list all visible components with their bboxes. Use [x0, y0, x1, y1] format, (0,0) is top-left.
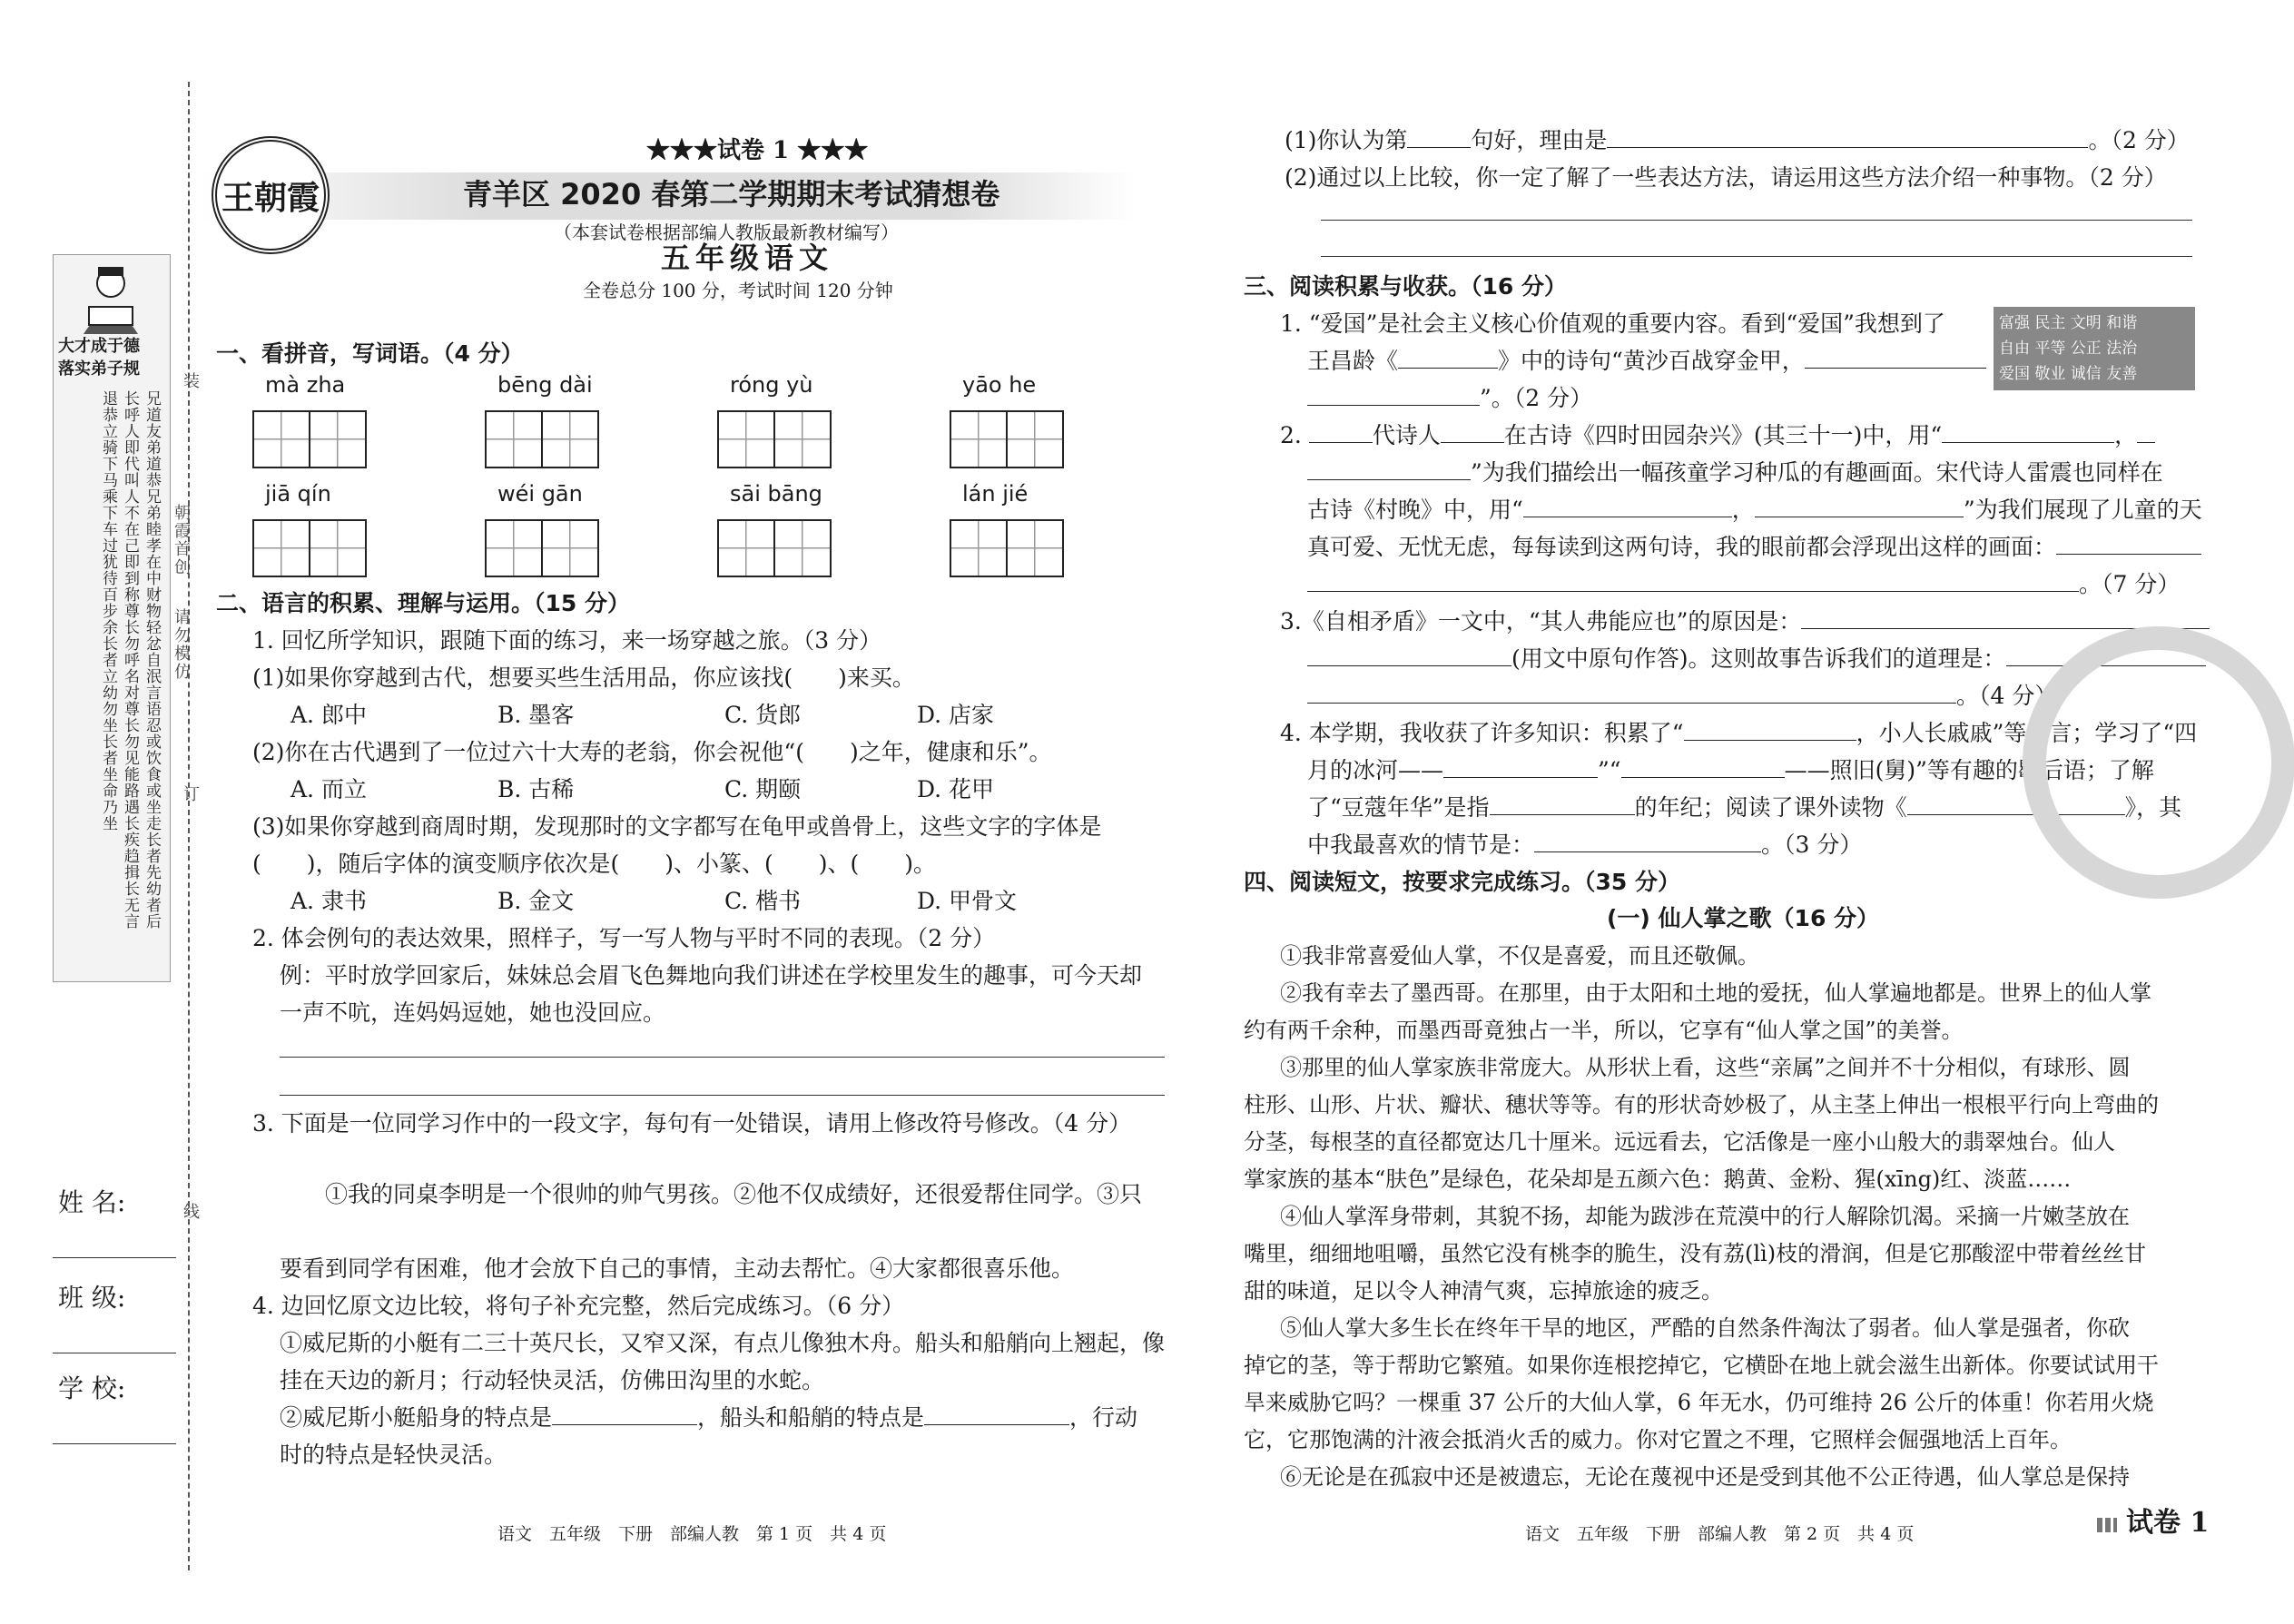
side-motto-column: 忿自泯 [143, 635, 161, 684]
side-motto-column: 己即到 [121, 537, 139, 586]
q2-1: 1. 回忆所学知识，跟随下面的练习，来一场穿越之旅。（3 分） [252, 627, 882, 654]
character-cell[interactable] [541, 519, 599, 577]
q2-4-fill [280, 1400, 1137, 1436]
s3-q4-text: 的年纪；阅读了课外读物《 [1634, 794, 1907, 821]
passage-line: 它，它那饱满的汁液会抵消火舌的威力。你对它置之不理，它照样会倔强地活上百年。 [1244, 1427, 2072, 1452]
q2-1-b-opt[interactable]: A. 而立 [290, 776, 367, 802]
character-cell[interactable] [485, 519, 543, 577]
q2-3-passage-1: ①我的同桌李明是一个很帅的帅气男孩。②他不仅成绩好，还很爱帮住同学。③只 [325, 1181, 1143, 1207]
passage-line: ①我非常喜爱仙人掌，不仅是喜爱，而且还敬佩。 [1280, 943, 1759, 969]
q2-1-b-opt[interactable]: D. 花甲 [917, 776, 995, 802]
s3-q4-text: 。（3 分） [1761, 832, 1863, 858]
blank[interactable] [1607, 123, 2088, 148]
character-grid[interactable] [950, 519, 1062, 577]
passage-line: 分茎，每根茎的直径都宽达几十厘米。远远看去，它活像是一座小山般大的翡翠烛台。仙人 [1244, 1129, 2115, 1155]
s3-q1-line1: 1. “爱国”是社会主义核心价值观的重要内容。看到“爱国”我想到了 [1280, 310, 1945, 337]
pinyin-label: lán jié [962, 481, 1029, 507]
passage-line: 甜的味道，足以令人神清气爽，忘掉旅途的疲乏。 [1244, 1278, 1723, 1304]
s3-q1-line3 [1307, 380, 1592, 417]
character-grid[interactable] [950, 410, 1062, 468]
q2-2: 2. 体会例句的表达效果，照样子，写一写人物与平时不同的表现。（2 分） [252, 925, 996, 951]
side-motto-column: 幼者后 [143, 881, 161, 930]
q2-4-fill-text: ，行动 [1069, 1404, 1138, 1431]
school-field[interactable] [53, 1443, 176, 1444]
passage-line: 嘴里，细细地咀嚼，虽然它没有桃李的脆生，没有荔(lì)枝的滑润，但是它那酸涩中带着丝丝甘 [1244, 1241, 2147, 1266]
side-motto-column: 勿呼名 [121, 635, 139, 684]
character-cell[interactable] [717, 519, 775, 577]
pinyin-label: yāo he [962, 372, 1037, 398]
s3-q3-line3 [1307, 678, 2057, 714]
q2-4-passage-4: 时的特点是轻快灵活。 [280, 1442, 507, 1468]
scholar-illustration [71, 263, 151, 336]
s3-q2-line5 [1307, 566, 2180, 603]
side-motto-column: 长呼人 [121, 390, 139, 439]
blank[interactable] [2137, 418, 2155, 443]
blank[interactable] [1684, 716, 1856, 741]
side-motto-column: 兄弟睦 [143, 488, 161, 537]
blank[interactable] [1523, 493, 1732, 517]
s3-q2-text: ， [1731, 497, 1755, 523]
section-2-heading: 二、语言的积累、理解与运用。（15 分） [216, 590, 630, 616]
character-grid[interactable] [485, 410, 597, 468]
character-cell[interactable] [309, 410, 367, 468]
binding-text-2: 请勿模仿 [172, 608, 191, 681]
s3-q2-line1 [1280, 418, 2155, 454]
blank[interactable] [1307, 567, 2079, 592]
q2-1-a: (1)如果你穿越到古代，想要买些生活用品，你应该找( )来买。 [252, 664, 915, 691]
character-grid[interactable] [252, 410, 365, 468]
blank[interactable] [2056, 530, 2201, 555]
character-cell[interactable] [950, 410, 1008, 468]
school-label: 学 校: [58, 1373, 126, 1403]
character-cell[interactable] [773, 519, 832, 577]
side-motto-column: 百步余 [99, 586, 117, 635]
section-3-heading: 三、阅读积累与收获。（16 分） [1244, 273, 1567, 300]
side-motto-column: 称尊长 [121, 586, 139, 635]
publisher-logo: 王朝霞 [212, 136, 330, 254]
side-motto-column: 兄道友 [143, 390, 161, 439]
s3-q2-text: ”为我们展现了儿童的天 [1963, 497, 2202, 523]
answer-line[interactable] [280, 1095, 1165, 1096]
passage-line: ⑥无论是在孤寂中还是被遗忘，无论在蔑视中还是受到其他不公正待遇，仙人掌总是保持 [1280, 1464, 2130, 1490]
passage-line: 掌家族的基本“肤色”是绿色，花朵却是五颜六色：鹅黄、金粉、猩(xīng)红、淡蓝…… [1244, 1166, 2072, 1192]
binding-seal-char: 订 [181, 785, 200, 803]
s3-q4-text: ”“ [1598, 757, 1621, 783]
binding-seal-char: 装 [181, 372, 200, 390]
character-cell[interactable] [950, 519, 1008, 577]
footer-left: 语文 五年级 下册 部编人教 第 1 页 共 4 页 [497, 1524, 887, 1544]
q2-1-b-opt[interactable]: C. 期颐 [724, 776, 802, 802]
core-values-line: 富强 民主 文明 和谐 [1999, 314, 2138, 332]
exam-info: 全卷总分 100 分，考试时间 120 分钟 [583, 280, 893, 301]
s3-q4-text: 中我最喜欢的情节是： [1307, 832, 1535, 858]
q2-1-b-opt[interactable]: B. 古稀 [497, 776, 575, 802]
blank[interactable] [1621, 753, 1785, 778]
q2-1-c-line2: ( )，随后字体的演变顺序依次是( )、小篆、( )、( )。 [252, 851, 937, 877]
answer-line[interactable] [1321, 220, 2192, 221]
blank[interactable] [552, 1401, 697, 1425]
s3-q2-text: 真可爱、无忧无虑，每每读到这两句诗，我的眼前都会浮现出这样的画面： [1307, 534, 2057, 560]
s3-q4-line4 [1307, 827, 1862, 863]
character-cell[interactable] [485, 410, 543, 468]
blank[interactable] [1441, 418, 1504, 443]
s3-q3-text: 。（4 分） [1956, 683, 2058, 709]
passage-line: ⑤仙人掌大多生长在终年干旱的地区，严酷的自然条件淘汰了弱者。仙人掌是强者，你砍 [1280, 1315, 2130, 1341]
s3-q2-text: 代诗人 [1372, 422, 1441, 448]
q2-1-c-opt[interactable]: B. 金文 [497, 888, 575, 914]
side-motto-column: 勿见能 [121, 733, 139, 782]
side-motto-column: 长者先 [143, 832, 161, 881]
passage-line: 旱来威胁它吗？一棵重 37 公斤的大仙人掌，6 年无水，仍可维持 26 公斤的体重！你若用火烧 [1244, 1390, 2154, 1415]
q2-4-passage-1: ①威尼斯的小艇有二三十英尺长，又窄又深，有点儿像独木舟。船头和船艄向上翘起，像 [280, 1330, 1166, 1356]
side-motto-column: 过犹待 [99, 537, 117, 586]
footer-exam-tag: 试卷 1 [2126, 1507, 2210, 1539]
side-motto-columns [60, 390, 162, 971]
blank[interactable] [1407, 123, 1471, 148]
q2-4-fill-text: ，船头和船艄的特点是 [697, 1404, 925, 1431]
s3-q3-text: 3.《自相矛盾》一文中，“其人弗能应也”的原因是： [1280, 608, 1802, 635]
blank[interactable] [1755, 493, 1964, 517]
section-1-heading: 一、看拼音，写词语。（4 分） [216, 340, 524, 367]
r-q1-text: 。（2 分） [2088, 127, 2190, 153]
side-motto-column: 言语忍 [143, 684, 161, 733]
s3-q2-text: 。（7 分） [2079, 571, 2181, 597]
s3-q4-text: ，小人长戚戚”等名言；学习了“四 [1856, 720, 2198, 746]
side-motto-column: 或坐走 [143, 782, 161, 832]
blank[interactable] [1309, 418, 1373, 443]
s3-q4-text: 了“豆蔻年华”是指 [1307, 794, 1490, 821]
q2-2-example-1: 例：平时放学回家后，妹妹总会眉飞色舞地向我们讲述在学校里发生的趣事，可今天却 [280, 962, 1143, 989]
character-grid[interactable] [485, 519, 597, 577]
blank[interactable] [1443, 753, 1598, 778]
side-motto-column: 退恭立 [99, 390, 117, 439]
reading-title: (一) 仙人掌之歌（16 分） [1607, 905, 1880, 931]
q2-4-fill-text: ②威尼斯小艇船身的特点是 [280, 1404, 553, 1431]
q2-1-a-opt[interactable]: C. 货郎 [724, 702, 802, 728]
character-cell[interactable] [252, 410, 310, 468]
q2-1-c-opt[interactable]: D. 甲骨文 [917, 888, 1018, 914]
blank[interactable] [1307, 642, 1511, 666]
passage-line: ③那里的仙人掌家族非常庞大。从形状上看，这些“亲属”之间并不十分相似，有球形、圆 [1280, 1055, 2131, 1080]
s3-q2-line2 [1307, 455, 2163, 491]
pinyin-label: sāi bāng [730, 481, 822, 507]
character-cell[interactable] [1006, 519, 1064, 577]
name-label: 姓 名: [58, 1187, 126, 1217]
pinyin-label: róng yù [730, 372, 813, 398]
side-motto-column: 或饮食 [143, 733, 161, 782]
blank[interactable] [1805, 344, 1986, 369]
s3-q4-text: 4. 本学期，我收获了许多知识：积累了“ [1280, 720, 1684, 746]
r-q2: (2)通过以上比较，你一定了解了一些表达方法，请运用这些方法介绍一种事物。（2 分） [1285, 164, 2167, 191]
character-cell[interactable] [773, 410, 832, 468]
r-q1 [1285, 123, 2190, 159]
side-motto-column: 弟道恭 [143, 439, 161, 488]
q2-1-a-opt[interactable]: D. 店家 [917, 702, 995, 728]
binding-seal-char: 线 [181, 1203, 200, 1221]
s3-q2-text: 古诗《村晚》中，用“ [1307, 497, 1523, 523]
side-motto-column: 即代叫 [121, 439, 139, 488]
character-cell[interactable] [717, 410, 775, 468]
binding-dashed-line [188, 82, 190, 1570]
core-values-line: 爱国 敬业 诚信 友善 [1999, 365, 2138, 383]
blank[interactable] [1307, 381, 1480, 406]
side-motto-column: 幼勿坐 [99, 684, 117, 733]
footer-decoration [2097, 1518, 2117, 1532]
passage-line: 约有两千余种，而墨西哥竟独占一半，所以，它享有“仙人掌之国”的美誉。 [1244, 1018, 1964, 1043]
r-q1-text: (1)你认为第 [1285, 127, 1408, 153]
q2-4: 4. 边回忆原文边比较，将句子补充完整，然后完成练习。（6 分） [252, 1293, 905, 1319]
q2-1-b: (2)你在古代遇到了一位过六十大寿的老翁，你会祝他“( )之年，健康和乐”。 [252, 739, 1052, 765]
q2-3-passage-2: 要看到同学有困难，他才会放下自己的事情，主动去帮忙。④大家都很喜乐他。 [280, 1255, 1075, 1282]
side-motto-column: 乘下车 [99, 488, 117, 537]
s3-q4-text: ——照旧(舅)”等有趣的歇后语；了解 [1784, 757, 2154, 783]
s3-q2-text: ”为我们描绘出一幅孩童学习种瓜的有趣画面。宋代诗人雷震也同样在 [1471, 459, 2163, 486]
answer-line[interactable] [280, 1057, 1165, 1058]
s3-q2-text: ， [2114, 422, 2138, 448]
blank[interactable] [1307, 679, 1956, 704]
q2-1-c-opt[interactable]: C. 楷书 [724, 888, 802, 914]
s3-q2-text: 在古诗《四时田园杂兴》(其三十一)中，用“ [1503, 422, 1943, 448]
passage-line: ④仙人掌浑身带刺，其貌不扬，却能为跋涉在荒漠中的行人解除饥渴。采摘一片嫩茎放在 [1280, 1204, 2130, 1229]
s3-q3-text: (用文中原句作答)。这则故事告诉我们的道理是： [1511, 645, 2006, 672]
q2-1-c-opt[interactable]: A. 隶书 [290, 888, 367, 914]
q2-3: 3. 下面是一位同学习作中的一段文字，每句有一处错误，请用上修改符号修改。（4 分） [252, 1110, 1132, 1137]
side-motto-column: 长者坐 [99, 733, 117, 782]
s3-q2-line4 [1307, 529, 2201, 566]
side-motto-column: 疾趋揖 [121, 832, 139, 881]
s3-q1-text: ”。（2 分） [1480, 385, 1593, 411]
blank[interactable] [1490, 791, 1635, 815]
q2-1-a-opt[interactable]: B. 墨客 [497, 702, 575, 728]
blank[interactable] [1801, 605, 2210, 629]
watermark-seal [2023, 626, 2294, 899]
side-motto-column: 长者立 [99, 635, 117, 684]
footer-right: 语文 五年级 下册 部编人教 第 2 页 共 4 页 [1525, 1524, 1915, 1544]
r-q1-text: 句好，理由是 [1471, 127, 1608, 153]
q2-2-example-2: 一声不吭，连妈妈逗她，她也没回应。 [280, 999, 666, 1026]
s3-q2-line3 [1307, 492, 2202, 528]
side-motto-column: 长无言 [121, 881, 139, 930]
side-motto-2: 落实弟子规 [58, 359, 140, 379]
blank[interactable] [1398, 344, 1498, 369]
character-cell[interactable] [252, 519, 310, 577]
side-motto-1: 大才成于德 [58, 337, 140, 356]
binding-text-1: 朝霞首创 [172, 504, 191, 576]
s3-q1-text: 王昌龄《 [1307, 348, 1399, 374]
section-4-heading: 四、阅读短文，按要求完成练习。（35 分） [1244, 869, 1680, 895]
s3-q1-line2 [1307, 343, 1986, 379]
s3-q1-text: 》中的诗句“黄沙百战穿金甲， [1498, 348, 1805, 374]
q2-4-passage-2: 挂在天边的新月；行动轻快灵活，仿佛田沟里的水蛇。 [280, 1367, 825, 1393]
exam-tag: ★★★试卷 1 ★★★ [646, 137, 869, 164]
name-field[interactable] [53, 1257, 176, 1258]
character-grid[interactable] [252, 519, 365, 577]
q2-1-c-line1: (3)如果你穿越到商周时期，发现那时的文字都写在龟甲或兽骨上，这些文字的字体是 [252, 813, 1102, 840]
answer-line[interactable] [1321, 256, 2192, 257]
s3-q3-line1 [1280, 604, 2210, 640]
side-motto-column: 孝在中 [143, 537, 161, 586]
side-motto-column: 骑下马 [99, 439, 117, 488]
exam-title: 青羊区 2020 春第二学期期末考试猜想卷 [463, 177, 1000, 212]
side-motto-column: 路遇长 [121, 782, 139, 832]
pinyin-label: wéi gān [497, 481, 583, 507]
blank[interactable] [1942, 418, 2114, 443]
exam-subtitle: （本套试卷根据部编人教版最新教材编写） [554, 221, 899, 243]
character-cell[interactable] [1006, 410, 1064, 468]
exam-grade: 五年级语文 [661, 241, 834, 275]
class-label: 班 级: [58, 1283, 126, 1313]
s3-q4-text: 》，其 [2124, 794, 2182, 821]
side-motto-column: 财物轻 [143, 586, 161, 635]
side-motto-column: 人不在 [121, 488, 139, 537]
blank[interactable] [1534, 828, 1761, 852]
character-cell[interactable] [309, 519, 367, 577]
s3-q2-text: 2. [1280, 422, 1302, 448]
passage-line: 柱形、山形、片状、瓣状、穗状等等。有的形状奇妙极了，从主茎上伸出一根根平行向上弯曲的 [1244, 1092, 2159, 1117]
pinyin-label: bēng dài [497, 372, 593, 398]
q2-1-a-opt[interactable]: A. 郎中 [290, 702, 367, 728]
blank[interactable] [1307, 456, 1471, 480]
side-motto-column: 对尊长 [121, 684, 139, 733]
character-grid[interactable] [717, 410, 830, 468]
pinyin-label: jiā qín [265, 481, 331, 507]
character-cell[interactable] [541, 410, 599, 468]
pinyin-label: mà zha [265, 372, 346, 398]
passage-line: ②我有幸去了墨西哥。在那里，由于太阳和土地的爱抚，仙人掌遍地都是。世界上的仙人掌 [1280, 980, 2151, 1006]
passage-line: 掉它的茎，等于帮助它繁殖。如果你连根挖掉它，它横卧在地上就会滋生出新体。你要试试用干 [1244, 1353, 2159, 1378]
core-values-line: 自由 平等 公正 法治 [1999, 340, 2138, 358]
core-values-image [1994, 307, 2195, 390]
s3-q4-text: 月的冰河—— [1307, 757, 1444, 783]
character-grid[interactable] [717, 519, 830, 577]
blank[interactable] [924, 1401, 1069, 1425]
side-motto-column: 命乃坐 [99, 782, 117, 832]
